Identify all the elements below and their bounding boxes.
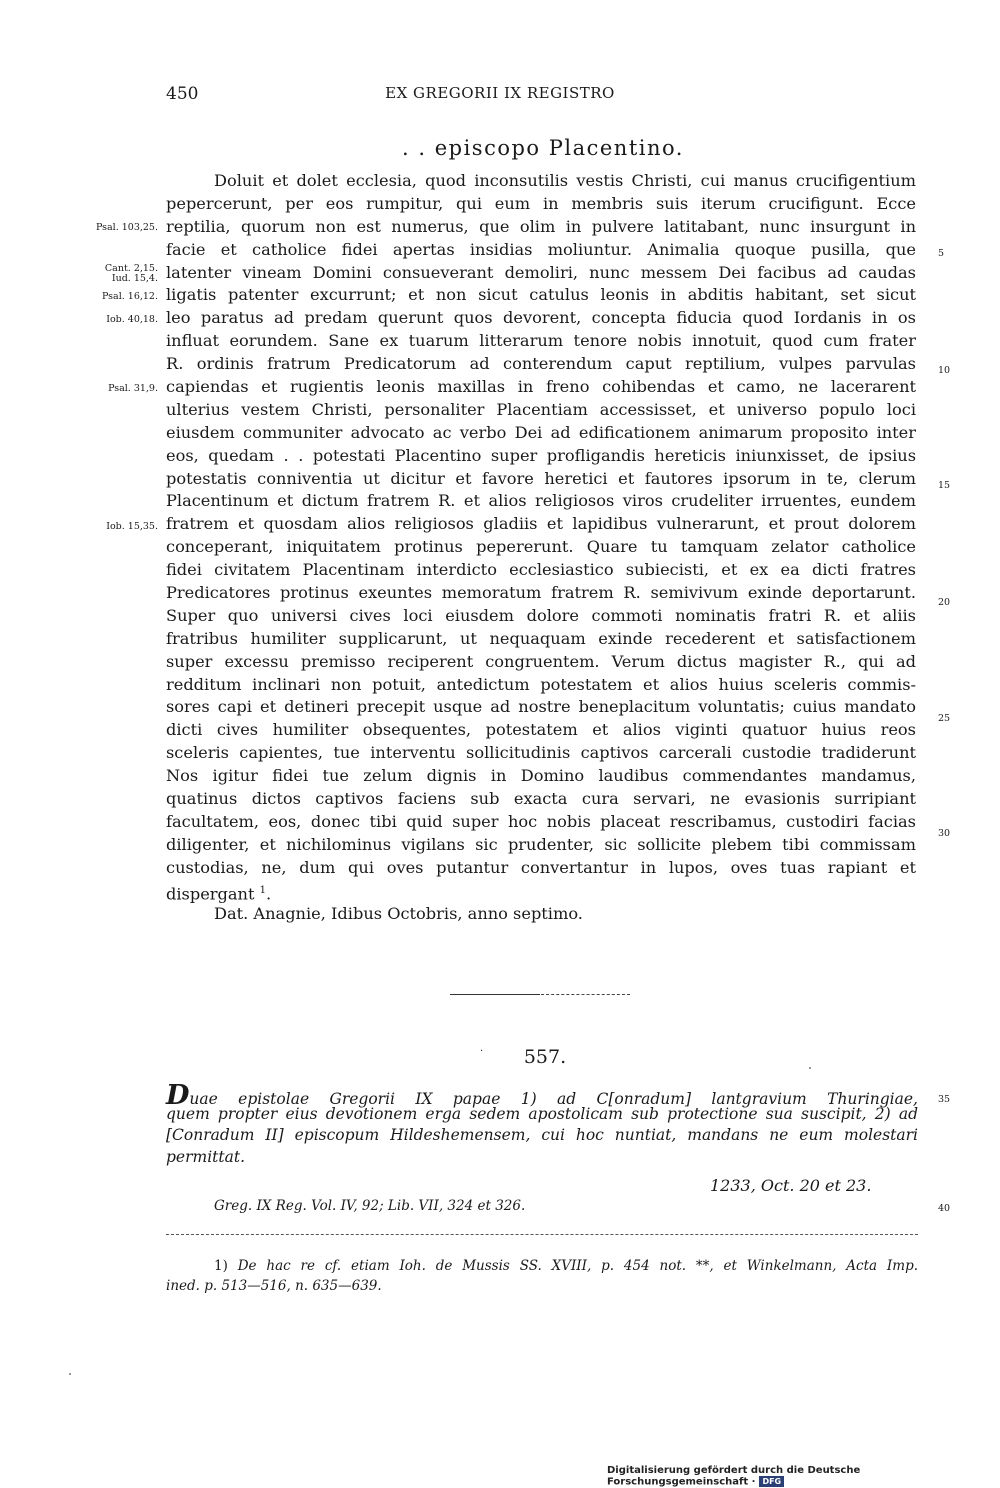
margin-ref-iud: Iud. 15,4. xyxy=(111,273,158,284)
body-line: Doluit et dolet ecclesia, quod inconsutilis vestis Christi, cui manus crucifigentium xyxy=(214,171,916,190)
rubric-line: permittat. xyxy=(166,1148,246,1167)
footnote-reference-suffix: . xyxy=(266,884,272,903)
margin-ref-psal-103: Psal. 103,25. xyxy=(95,222,158,233)
letter-title: . . episcopo Placentino. xyxy=(402,136,684,160)
rubric-line xyxy=(166,1080,918,1111)
body-line: sceleris capientes, tue interventu sollicitudinis captivos carcerali custodie tradiderunt xyxy=(166,743,916,763)
body-line: facie et catholice fidei apertas insidias moliuntur. Animalia quoque pusilla, que xyxy=(166,239,916,259)
rubric-line: quem propter eius devotionem erga sedem apostolicam sub protectione sua suscipit, 2) ad xyxy=(166,1104,918,1123)
line-number: 10 xyxy=(938,365,951,376)
body-line: reptilia, quorum non est numerus, que olim in pulvere latitabant, nunc insurgunt in xyxy=(166,216,916,236)
dfg-logo: DFG xyxy=(759,1476,784,1487)
entry-date: 1233, Oct. 20 et 23. xyxy=(710,1176,872,1195)
body-line: Predicatores protinus exeuntes memoratum fratrem R. semivivum exinde deportarunt. xyxy=(166,583,916,603)
body-line: dicti cives humiliter obsequentes, potestatem et alios viginti quatuor huius reos xyxy=(166,720,916,740)
margin-ref-psal-16: Psal. 16,12. xyxy=(102,291,158,302)
body-line: redditum inclinari non potuit, antedictum potestatem et alios huius sceleris commis- xyxy=(166,674,916,694)
entry-rubric xyxy=(166,1082,918,1169)
line-number: 15 xyxy=(938,480,951,491)
body-line: leo paratus ad predam querunt quos devorent, concepta fiducia quod Iordanis in os xyxy=(166,308,916,328)
line-number: 20 xyxy=(938,597,951,608)
margin-ref-psal-31: Psal. 31,9. xyxy=(108,383,158,394)
letter-body xyxy=(166,170,916,925)
print-speck xyxy=(69,1373,71,1375)
body-line: Placentinum et dictum fratrem R. et alios religiosos viros crudeliter irruentes, eundem xyxy=(166,491,916,511)
body-line: ulterius vestem Christi, personaliter Placentiam accessisset, et universo populo loci xyxy=(166,399,916,419)
body-line: Nos igitur fidei tue zelum dignis in Domino laudibus commendantes mandamus, xyxy=(166,766,916,786)
body-line: fidei civitatem Placentinam interdicto ecclesiastico subiecisti, et ex ea dicti fratres xyxy=(166,560,916,580)
body-line: pepercerunt, per eos rumpitur, qui eum in membris suis iterum crucifigunt. Ecce xyxy=(166,193,916,213)
body-line: fratribus humiliter supplicarunt, ut nequaquam exinde recederent et satisfactionem xyxy=(166,628,916,648)
body-line: R. ordinis fratrum Predicatorum ad conterendum caput reptilium, vulpes parvulas xyxy=(166,354,916,374)
body-line-last xyxy=(166,880,916,903)
body-line: Super quo universi cives loci eiusdem dolore commoti nominatis fratri R. et aliis xyxy=(166,605,916,625)
body-line: ligatis patenter excurrunt; et non sicut catulus leonis in abditis habitant, set sicut xyxy=(166,285,916,305)
body-line-text: dispergant xyxy=(166,884,255,903)
margin-ref-iob-40: Iob. 40,18. xyxy=(106,314,158,325)
body-line: quatinus dictos captivos faciens sub exacta cura servari, ne evasionis surripiant xyxy=(166,789,916,809)
footnote-reference: 1 xyxy=(259,884,267,896)
body-line: diligenter, et nichilominus vigilans sic prudenter, sic sollicite plebem tibi commissam xyxy=(166,834,916,854)
body-line: eos, quedam . . potestati Placentino super profligandis hereticis iniunxisset, de ipsius xyxy=(166,445,916,465)
entry-source: Greg. IX Reg. Vol. IV, 92; Lib. VII, 324 et 326. xyxy=(214,1198,526,1214)
page-number: 450 xyxy=(166,84,199,104)
body-line: potestatis conniventia ut dicitur et favore heretici et fautores ipsorum in te, clerum xyxy=(166,468,916,488)
line-number: 35 xyxy=(938,1094,951,1105)
line-number: 5 xyxy=(938,248,945,259)
closing-dateline: Dat. Anagnie, Idibus Octobris, anno septimo. xyxy=(214,903,583,923)
rubric-line: [Conradum II] episcopum Hildeshemensem, cui hoc nuntiat, mandans ne eum molestari xyxy=(166,1126,918,1145)
entry-number: 557. xyxy=(523,1046,567,1068)
rubric-line-text: uae epistolae Gregorii IX papae 1) ad C[onradum] lantgravium Thuringiae, xyxy=(189,1090,918,1108)
body-line: latenter vineam Domini consueverant demoliri, nunc messem Dei facibus ad caudas xyxy=(166,262,916,282)
line-number: 30 xyxy=(938,828,951,839)
credit-text: Digitalisierung gefördert durch die Deutsche Forschungsgemeinschaft · xyxy=(607,1465,861,1488)
body-line: custodias, ne, dum qui oves putantur convertantur in lupos, oves tuas rapiant et xyxy=(166,857,916,877)
body-line: eiusdem communiter advocato ac verbo Dei ad edificationem animarum proposito inter xyxy=(166,422,916,442)
margin-ref-iob-15: Iob. 15,35. xyxy=(106,521,158,532)
footnote-separator xyxy=(166,1234,918,1235)
body-line: conceperant, iniquitatem protinus pepererunt. Quare tu tamquam zelator catholice xyxy=(166,537,916,557)
separator-solid-part xyxy=(450,994,540,995)
running-head: EX GREGORII IX REGISTRO xyxy=(385,84,615,102)
body-line: facultatem, eos, donec tibi quid super hoc nobis placeat rescribamus, custodiri facias xyxy=(166,811,916,831)
digitization-credit xyxy=(607,1465,1000,1488)
body-line: fratrem et quosdam alios religiosos gladiis et lapidibus vulnerarunt, et prout dolorem xyxy=(166,514,916,534)
footnote xyxy=(166,1256,918,1296)
body-line: influat eorundem. Sane ex tuarum litterarum tenore nobis innotuit, quod cum frater xyxy=(166,331,916,351)
body-line: super excessu premisso reciperent congruentem. Verum dictus magister R., qui ad xyxy=(166,651,916,671)
section-separator xyxy=(450,994,630,995)
body-line: capiendas et rugientis leonis maxillas in freno cohibendas et camo, ne lacerarent xyxy=(166,377,916,397)
footnote-mark: 1) xyxy=(214,1258,228,1274)
print-speck: · xyxy=(480,1046,484,1057)
drop-cap: D xyxy=(166,1080,190,1111)
footnote-text: ined. p. 513—516, n. 635—639. xyxy=(166,1278,382,1294)
print-speck xyxy=(809,1067,811,1069)
margin-ref-cant: Cant. 2,15. xyxy=(104,263,158,274)
footnote-text: De hac re cf. etiam Ioh. de Mussis SS. XVIII, p. 454 not. **, et Winkelmann, Acta Imp. xyxy=(237,1258,919,1274)
line-number: 40 xyxy=(938,1203,951,1214)
footnote-line xyxy=(166,1256,918,1276)
footnote-line xyxy=(166,1276,918,1296)
line-number: 25 xyxy=(938,713,951,724)
body-line: sores capi et detineri precepit usque ad nostre beneplacitum voluntatis; cuius mandato xyxy=(166,697,916,717)
